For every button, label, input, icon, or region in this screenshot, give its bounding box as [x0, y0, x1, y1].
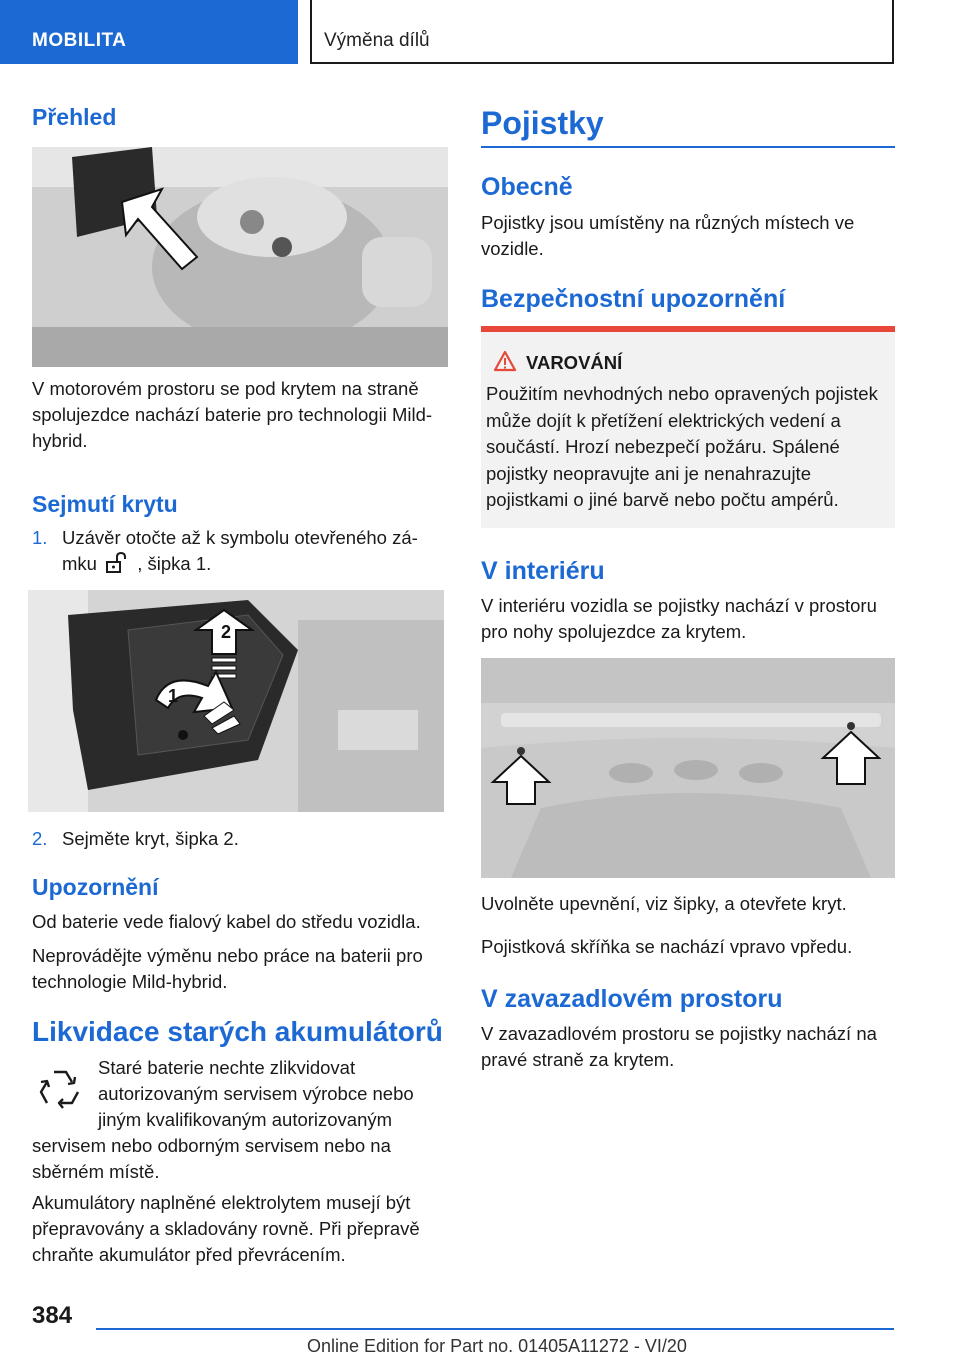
page-number: 384 [32, 1302, 73, 1329]
overview-text: V motorovém prostoru se pod krytem na straně spolujezdce nachází baterie pro technologii Mild-hybrid. [32, 378, 433, 451]
interior-text: V interiéru vozidla se pojistky nachází v prostoru pro nohy spolujezdce za krytem. [481, 595, 877, 642]
interior-paragraph-3: Pojistková skříňka se nachází vpravo vpředu. [481, 936, 853, 957]
interior-fuse-cover-image [481, 658, 895, 878]
header-section-label: MOBILITA [32, 30, 127, 51]
interior-heading: V interiéru [481, 557, 605, 585]
footer-rule [96, 1328, 894, 1330]
fuses-heading: Pojistky [481, 105, 604, 141]
callout-1: 1 [168, 686, 179, 706]
safety-heading: Bezpečnostní upozornění [481, 285, 786, 313]
disposal-paragraph-2: Akumulátory naplněné elektrolytem musejí být přepravovány a skladovány rovně. Při přepravě chraňte akumulátor před převrácením. [32, 1192, 420, 1265]
disposal-paragraph-1: Staré baterie nechte zlikvidovat autorizovaným servisem výrobce nebo jiným kvalifikovaným autorizovaným servisem nebo odborným servisem nebo na sběrném místě. [32, 1057, 414, 1182]
note-heading: Upozornění [32, 874, 159, 900]
step1-text: Uzávěr otočte až k symbolu otevřeného zá- mku , šipka 1. [62, 527, 418, 574]
step2-number: 2. [32, 828, 48, 849]
disposal-heading: Likvidace starých akumulátorů [32, 1016, 443, 1047]
engine-bay-image [32, 147, 448, 367]
warning-bar [481, 326, 895, 332]
overview-heading: Přehled [32, 104, 117, 130]
callout-2: 2 [221, 622, 232, 642]
trunk-heading: V zavazadlovém prostoru [481, 985, 783, 1013]
header-chapter-label: Výměna dílů [324, 30, 430, 51]
warning-triangle-icon [493, 350, 517, 372]
unlock-icon [102, 552, 132, 574]
step1-number: 1. [32, 527, 48, 548]
warning-title: VAROVÁNÍ [526, 352, 623, 373]
note-paragraph-2: Neprovádějte výměnu nebo práce na baterii pro technologie Mild-hybrid. [32, 945, 423, 992]
header-section-tab [0, 0, 298, 64]
fuses-heading-rule [481, 146, 895, 148]
footer-edition: Online Edition for Part no. 01405A11272 - VI/20 [307, 1336, 687, 1356]
trunk-text: V zavazadlovém prostoru se pojistky nachází na pravé straně za krytem. [481, 1023, 877, 1070]
removal-heading: Sejmutí krytu [32, 491, 178, 517]
step2-text: Sejměte kryt, šipka 2. [62, 828, 239, 849]
warning-text: Použitím nevhodných nebo opravených pojistek může dojít k přetížení elektrických vedení a součástí. Hrozí nebezpečí požáru. Spálené pojistky neopravujte ani je nenahrazujte pojistkami o jiné barvě nebo počtu ampérů. [486, 383, 878, 510]
header-chapter-box [310, 0, 894, 64]
interior-paragraph-2: Uvolněte upevnění, viz šipky, a otevřete kryt. [481, 893, 847, 914]
general-text: Pojistky jsou umístěny na různých místech ve vozidle. [481, 212, 855, 259]
note-paragraph-1: Od baterie vede fialový kabel do středu vozidla. [32, 911, 421, 932]
general-heading: Obecně [481, 173, 573, 201]
cover-removal-image [28, 590, 444, 812]
